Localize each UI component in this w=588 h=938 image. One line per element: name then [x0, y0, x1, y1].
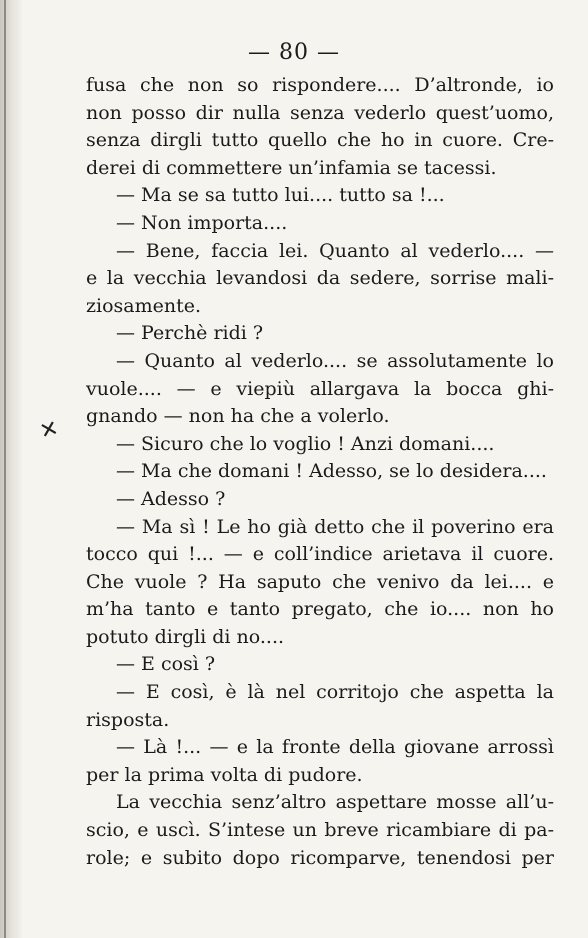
text-line: role; e subito dopo ricomparve, tenendosi per [86, 846, 554, 869]
text-line: — Perchè ridi ? [116, 322, 264, 345]
text-line: risposta. [86, 708, 170, 731]
text-line: — Ma sì ! Le ho già detto che il poverino era [116, 515, 554, 538]
text-line: — Quanto al vederlo.... se assolutamente lo [116, 349, 554, 372]
text-line: — Adesso ? [116, 487, 226, 510]
text-line: — Sicuro che lo voglio ! Anzi domani.... [116, 432, 495, 455]
page-number: — 80 — [248, 40, 340, 65]
text-line: — Bene, faccia lei. Quanto al vederlo.... — [116, 239, 554, 262]
book-binding-shadow [0, 0, 22, 938]
text-line: derei di commettere un’infamia se tacessi. [86, 156, 497, 179]
text-line: ziosamente. [86, 294, 202, 317]
text-line: — Là !... — e la fronte della giovane arrossì [116, 736, 554, 759]
text-line: per la prima volta di pudore. [86, 763, 363, 786]
text-line: scio, e uscì. S’intese un breve ricambiare di pa- [86, 819, 554, 842]
margin-mark: ✕ [37, 416, 62, 445]
text-line: m’ha tanto e tanto pregato, che io.... non ho [86, 598, 554, 621]
text-line: gnando — non ha che a volerlo. [86, 405, 390, 428]
text-line: tocco qui !... — e coll’indice arietava il cuore. [86, 543, 554, 566]
text-line: La vecchia senz’altro aspettare mosse all’u- [116, 791, 554, 814]
text-line: — Non importa.... [116, 211, 288, 234]
text-line: — Ma se sa tutto lui.... tutto sa !... [116, 184, 445, 207]
text-line: non posso dir nulla senza vederlo quest’uomo, [86, 101, 554, 124]
text-line: vuole.... — e viepiù allargava la bocca ghi- [86, 377, 554, 400]
text-line: Che vuole ? Ha saputo che venivo da lei.... e [86, 570, 554, 593]
text-line: e la vecchia levandosi da sedere, sorrise mali- [86, 267, 554, 290]
page-text [86, 72, 554, 872]
text-line: — Ma che domani ! Adesso, se lo desidera.... [116, 460, 547, 483]
binding-edge-line [4, 0, 6, 938]
text-line: — E così, è là nel corritojo che aspetta la [116, 681, 554, 704]
text-line: potuto dirgli di no.... [86, 625, 285, 648]
text-line: senza dirgli tutto quello che ho in cuore. Cre- [86, 129, 554, 152]
text-line: — E così ? [116, 653, 216, 676]
text-line: fusa che non so rispondere.... D’altronde, io [86, 74, 554, 96]
